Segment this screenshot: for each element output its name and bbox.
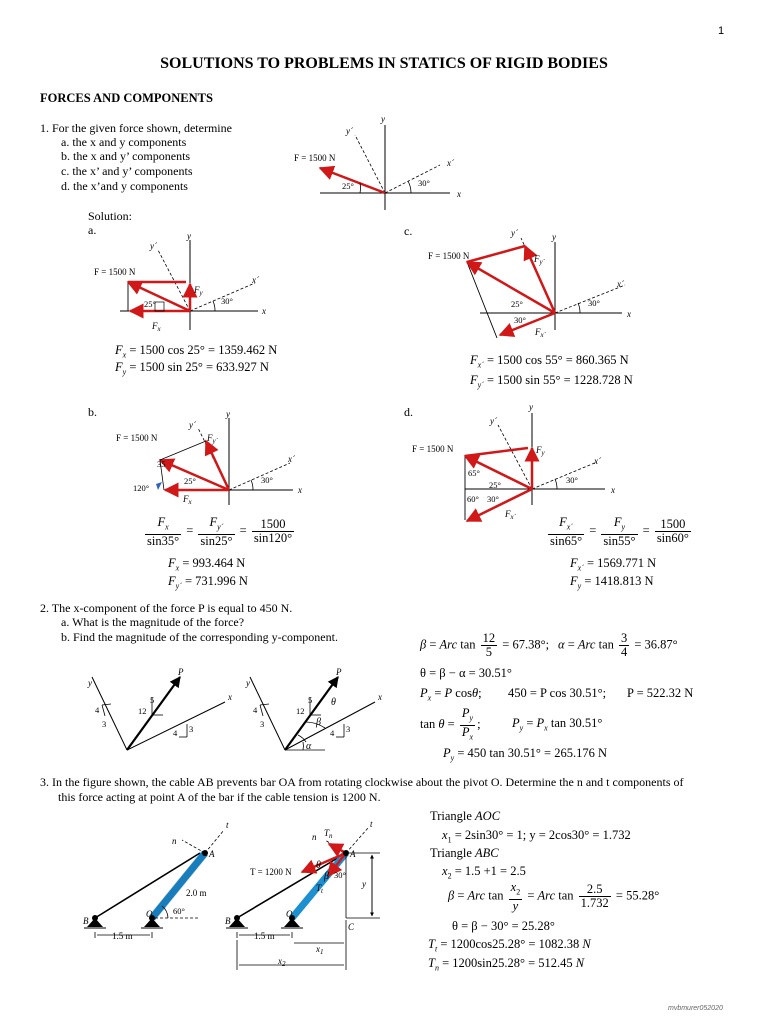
fig-b-yp: y´ [189, 420, 196, 430]
main-y-label: y [381, 114, 385, 124]
fig-a-fx: $F_x$ [152, 321, 161, 333]
svg-text:C: C [348, 922, 355, 932]
svg-text:P: P [336, 667, 342, 677]
fig-b-fyp: $F_{y´}$ [207, 433, 218, 445]
svg-text:n: n [172, 836, 177, 846]
svg-text:1.5 m: 1.5 m [254, 931, 275, 941]
part-d-result2: $F_y = 1418.813$ N [570, 574, 654, 591]
problem-2-item-a: a. What is the magnitude of the force? [61, 615, 245, 629]
fig-b-xp: x´ [288, 454, 295, 464]
fig-c-y: y [552, 232, 556, 242]
problem-3-stem-1: 3. In the figure shown, the cable AB prevents bar OA from rotating clockwise about the pivot O. Determine the n and t components of [40, 775, 684, 789]
svg-text:Tn: $T_n$ [324, 828, 333, 840]
svg-text:O: O [146, 909, 153, 919]
p3-triangle-abc: Triangle ABC [430, 846, 499, 860]
fig-d-fy: $F_y$ [536, 445, 545, 457]
fig-c-ang30b: 30° [514, 315, 526, 325]
figure-c [467, 238, 625, 338]
p2-px-eq2: 450 = P cos 30.51°; [508, 686, 607, 700]
svg-text:B: B [83, 916, 89, 926]
svg-text:O: O [286, 909, 293, 919]
svg-text:12: 12 [296, 706, 305, 716]
fig-b-fx: $F_x$ [183, 494, 192, 506]
svg-text:y: y [362, 879, 366, 889]
fig-c-ang25: 25° [511, 299, 523, 309]
part-d-result1: $F_{x´} = 1569.771$ N [570, 556, 657, 573]
fig-d-ang30b: 30° [487, 494, 499, 504]
fig-b-ang35: 35 [157, 459, 166, 469]
section-heading: FORCES AND COMPONENTS [40, 91, 213, 105]
fig-c-x: x [627, 309, 631, 319]
svg-text:θ: θ [331, 697, 336, 708]
problem-2-item-b: b. Find the magnitude of the corresponding y-component. [61, 630, 338, 644]
fig-c-fyp: $F_{y´}$ [534, 254, 545, 266]
problem-3-figures [0, 810, 420, 980]
svg-text:4: 4 [253, 705, 258, 715]
p2-py-final: $P_y = 450$ tan 30.51° = 265.176 N [443, 746, 607, 763]
problem-1-item-d: d. the x’and y components [61, 179, 188, 193]
part-c-eq2: $F_{y´} = 1500$ sin 55° = 1228.728 N [470, 373, 633, 390]
p2-p-result: P = 522.32 N [627, 686, 694, 700]
fig-b-ang25: 25° [184, 476, 196, 486]
p3-x1-eq: $x_1 = 2\sin 30^\circ = 1$; y = 2cos30° = 1.732 [442, 828, 631, 845]
fig-a-ang30: 30° [221, 296, 233, 306]
fig-d-ang25: 25° [489, 480, 501, 490]
svg-text:30°: 30° [334, 870, 346, 880]
figure-b [156, 418, 293, 505]
svg-text:4: 4 [330, 728, 335, 738]
fig-a-ang25: 25° [144, 299, 156, 309]
p2-alpha-eq: α = Arc tan $\frac{3}{4}$ = 36.87° [558, 631, 678, 659]
fig-d-xp: x´ [594, 456, 601, 466]
part-d-ratio: $\frac{F_{x´}}{\sin 65^\circ}$ = $\frac{F_y}{\sin 55^\circ}$ = $\frac{1500}{\sin 60^\circ}$ [550, 515, 689, 548]
fig-d-fxp: $F_{x´}$ [505, 509, 516, 521]
p3-tt-eq: $T_t = 1200\cos 25.28^\circ = 1082.38$ N [428, 937, 591, 954]
fig-a-yp: y´ [150, 241, 157, 251]
svg-text:12: 12 [138, 706, 147, 716]
part-c-eq1: $F_{x´} = 1500$ cos 55° = 860.365 N [470, 353, 629, 370]
fig-c-fxp: $F_{x´}$ [535, 327, 546, 339]
svg-text:A: A [209, 849, 215, 859]
p3-tn-eq: $T_n = 1200\sin 25.28^\circ = 512.45$ N [428, 956, 585, 973]
problem-1-item-b: b. the x and y’ components [61, 149, 191, 163]
solution-label: Solution: [88, 209, 133, 223]
page-title: SOLUTIONS TO PROBLEMS IN STATICS OF RIGID BODIES [160, 55, 608, 72]
svg-text:Tt: $T_t$ [316, 883, 323, 895]
p3-beta-eq: β = Arc tan $\frac{x_2}{y}$ = Arc tan $\frac{2.5}{1.732}$ = 55.28° [448, 880, 660, 913]
svg-text:4: 4 [95, 705, 100, 715]
p3-triangle-aoc: Triangle AOC [430, 809, 501, 823]
svg-text:n: n [312, 832, 317, 842]
problem-2-figures [0, 660, 400, 760]
svg-text:β: β [324, 871, 329, 882]
fig-a-fy: $F_y$ [194, 285, 203, 297]
problem-3-stem-2: this force acting at point A of the bar if the cable tension is 1200 N. [58, 790, 381, 804]
main-x-label: x [457, 189, 461, 199]
fig-d-ang60: 60° [467, 494, 479, 504]
figure-d [465, 413, 605, 521]
fig-b-force: F = 1500 N [116, 433, 158, 443]
fig-d-force: F = 1500 N [412, 444, 454, 454]
fig-d-yp: y´ [490, 416, 497, 426]
svg-text:4: 4 [173, 728, 178, 738]
fig-b-ang120: 120° [133, 483, 150, 493]
fig-d-ang30: 30° [566, 475, 578, 485]
part-a-eq1: $F_x = 1500$ cos 25° = 1359.462 N [115, 343, 278, 360]
svg-text:2.0 m: 2.0 m [186, 888, 207, 898]
fig-d-ang65: 65° [468, 468, 480, 478]
part-b-result1: $F_x = 993.464$ N [168, 556, 246, 573]
part-a-eq2: $F_y = 1500$ sin 25° = 633.927 N [115, 360, 269, 377]
svg-text:x2: $x_2$ [278, 956, 286, 968]
fig-c-ang30: 30° [588, 298, 600, 308]
footer-code: mvbmurer052020 [668, 1005, 723, 1012]
part-b-label: b. [88, 405, 97, 419]
svg-text:x: x [228, 692, 232, 702]
p2-py-eq: $P_y = P_x$ tan 30.51° [512, 716, 603, 733]
main-ang30: 30° [418, 178, 430, 188]
svg-text:3: 3 [346, 724, 351, 734]
fig-b-y: y [226, 409, 230, 419]
main-force-figure [320, 125, 450, 210]
figure-a [120, 240, 258, 330]
svg-text:3: 3 [189, 724, 194, 734]
fig-a-x: x [262, 306, 266, 316]
main-yp-label: y´ [346, 126, 353, 136]
fig-d-x: x [611, 485, 615, 495]
p2-theta-eq: θ = β − α = 30.51° [420, 666, 512, 680]
part-a-label: a. [88, 223, 97, 237]
svg-text:y: y [246, 678, 250, 688]
fig-a-xp: x´ [252, 275, 259, 285]
problem-1-item-a: a. the x and y components [61, 135, 187, 149]
svg-text:t: t [370, 819, 373, 829]
svg-text:β: β [316, 717, 321, 728]
part-b-result2: $F_{y´} = 731.996$ N [168, 574, 248, 591]
svg-text:y: y [88, 678, 92, 688]
svg-text:T = 1200 N: T = 1200 N [250, 867, 292, 877]
svg-text:P: P [178, 667, 184, 677]
problem-1-stem: 1. For the given force shown, determine [40, 121, 232, 135]
p2-beta-eq: β = Arc tan $\frac{12}{5}$ = 67.38°; [420, 631, 550, 659]
fig-a-y: y [187, 231, 191, 241]
svg-text:1.5 m: 1.5 m [112, 931, 133, 941]
main-ang25: 25° [342, 181, 354, 191]
svg-text:5: 5 [308, 695, 313, 705]
svg-text:3: 3 [260, 719, 265, 729]
svg-text:x: x [378, 692, 382, 702]
svg-text:B: B [225, 916, 231, 926]
fig-d-y: y [529, 402, 533, 412]
p3-theta-eq: θ = β − 30° = 25.28° [452, 919, 555, 933]
page-number: 1 [718, 25, 725, 37]
p2-px-eq: $P_x = P$ cosθ; [420, 686, 482, 703]
svg-text:5: 5 [150, 695, 155, 705]
svg-text:t: t [226, 820, 229, 830]
p3-x2-eq: $x_2 = 1.5 +1 = 2.5$ [442, 864, 526, 881]
svg-text:60°: 60° [173, 906, 185, 916]
svg-text:x1: $x_1$ [316, 944, 324, 956]
main-xp-label: x´ [447, 158, 454, 168]
svg-text:3: 3 [102, 719, 107, 729]
problem-1-item-c: c. the x’ and y’ components [61, 164, 193, 178]
fig-c-xp: x´ [617, 279, 624, 289]
part-c-label: c. [404, 224, 413, 238]
svg-text:A: A [350, 849, 356, 859]
svg-text:α: α [306, 741, 312, 752]
fig-c-yp: y´ [511, 228, 518, 238]
fig-b-x: x [298, 485, 302, 495]
part-d-label: d. [404, 405, 413, 419]
svg-text:θ: θ [316, 860, 321, 871]
fig-b-ang30: 30° [261, 475, 273, 485]
main-force-label: F = 1500 N [294, 153, 336, 163]
fig-a-force: F = 1500 N [94, 267, 136, 277]
fig-c-force: F = 1500 N [428, 251, 470, 261]
problem-2-stem: 2. The x-component of the force P is equal to 450 N. [40, 601, 293, 615]
part-b-ratio: $\frac{F_x}{\sin 35^\circ}$ = $\frac{F_{y´}}{\sin 25^\circ}$ = $\frac{1500}{\sin 120^\circ}$ [147, 515, 293, 548]
p2-tan-eq: tan θ = $\frac{P_y}{P_x}$ ; [420, 706, 481, 741]
